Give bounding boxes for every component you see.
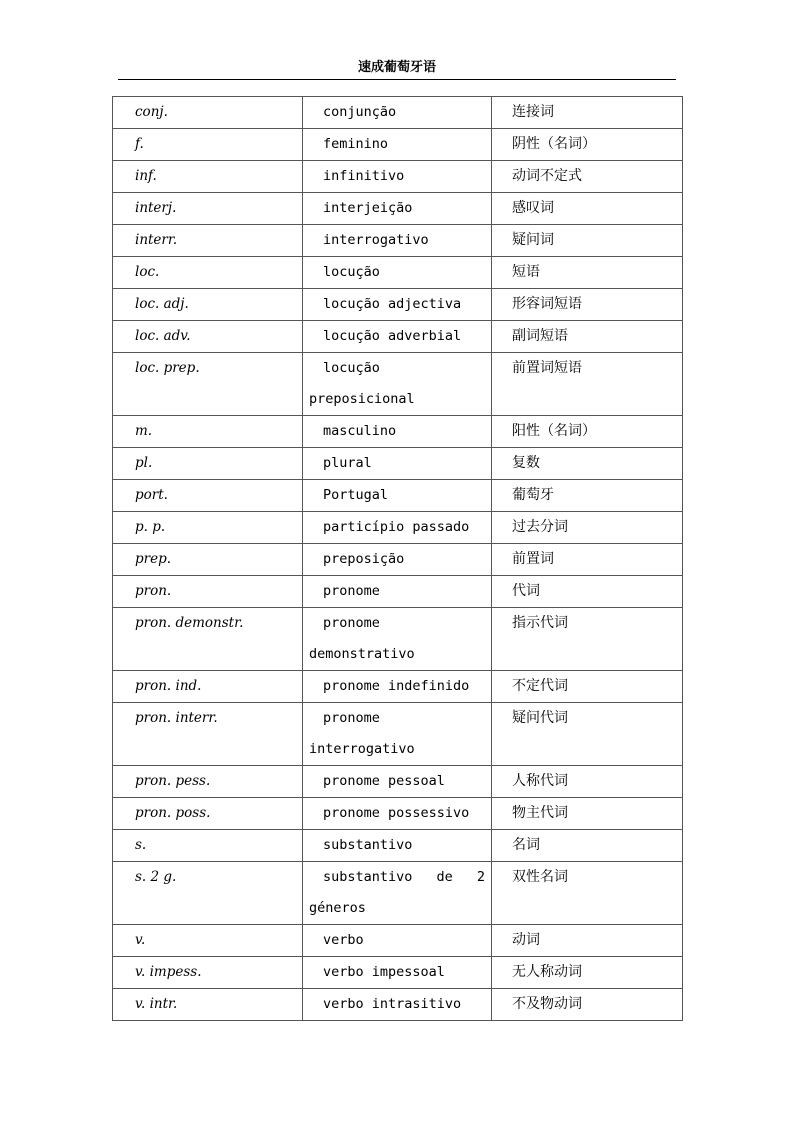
chinese-cell: 葡萄牙 xyxy=(492,480,683,512)
portuguese-term: interjeição xyxy=(323,200,413,216)
table-row xyxy=(113,766,683,798)
portuguese-term-line1: locução xyxy=(323,360,380,376)
table-row xyxy=(113,129,683,161)
chinese-cell: 双性名词 xyxy=(492,862,683,925)
chinese-cell: 不及物动词 xyxy=(492,989,683,1021)
portuguese-cell xyxy=(303,129,492,161)
portuguese-term: particípio passado xyxy=(323,519,470,535)
portuguese-cell xyxy=(303,830,492,862)
abbreviation-cell: inf. xyxy=(113,161,303,193)
abbreviation-cell: pl. xyxy=(113,448,303,480)
portuguese-cell xyxy=(303,289,492,321)
page-title: 速成葡萄牙语 xyxy=(357,60,436,75)
table-row xyxy=(113,480,683,512)
abbreviation-cell: pron. poss. xyxy=(113,798,303,830)
table-row xyxy=(113,798,683,830)
portuguese-term-line2: preposicional xyxy=(309,391,415,407)
portuguese-cell xyxy=(303,798,492,830)
portuguese-term: locução adjectiva xyxy=(323,296,462,312)
abbreviation-cell: pron. ind. xyxy=(113,671,303,703)
table-row xyxy=(113,989,683,1021)
portuguese-cell xyxy=(303,512,492,544)
abbreviation-cell: v. xyxy=(113,925,303,957)
abbreviation-cell: loc. xyxy=(113,257,303,289)
abbreviation-cell: pron. pess. xyxy=(113,766,303,798)
portuguese-cell xyxy=(303,766,492,798)
portuguese-cell xyxy=(303,544,492,576)
portuguese-term: locução adverbial xyxy=(323,328,462,344)
portuguese-cell xyxy=(303,862,492,925)
abbreviation-cell: v. impess. xyxy=(113,957,303,989)
portuguese-word: substantivo xyxy=(323,869,413,885)
portuguese-term-line1 xyxy=(303,862,491,893)
portuguese-term: pronome indefinido xyxy=(323,678,470,694)
portuguese-cell xyxy=(303,989,492,1021)
chinese-cell: 复数 xyxy=(492,448,683,480)
chinese-cell: 疑问词 xyxy=(492,225,683,257)
portuguese-cell xyxy=(303,321,492,353)
abbreviation-table xyxy=(112,96,683,1021)
portuguese-term: preposição xyxy=(323,551,405,567)
portuguese-cell xyxy=(303,957,492,989)
table-row xyxy=(113,353,683,416)
portuguese-cell xyxy=(303,925,492,957)
table-row xyxy=(113,608,683,671)
portuguese-term-line1: pronome xyxy=(323,615,380,631)
abbreviation-cell: interj. xyxy=(113,193,303,225)
portuguese-term: conjunção xyxy=(323,104,397,120)
abbreviation-cell: m. xyxy=(113,416,303,448)
portuguese-word: 2 xyxy=(476,869,485,885)
chinese-cell: 物主代词 xyxy=(492,798,683,830)
table-row xyxy=(113,289,683,321)
portuguese-term: infinitivo xyxy=(323,168,405,184)
chinese-cell: 无人称动词 xyxy=(492,957,683,989)
abbreviation-cell: p. p. xyxy=(113,512,303,544)
portuguese-cell xyxy=(303,193,492,225)
abbreviation-cell: loc. prep. xyxy=(113,353,303,416)
chinese-cell: 疑问代词 xyxy=(492,703,683,766)
abbreviation-cell: loc. adv. xyxy=(113,321,303,353)
portuguese-term: verbo impessoal xyxy=(323,964,445,980)
table-row xyxy=(113,862,683,925)
table-row xyxy=(113,321,683,353)
chinese-cell: 动词 xyxy=(492,925,683,957)
portuguese-cell xyxy=(303,576,492,608)
abbreviation-cell: loc. adj. xyxy=(113,289,303,321)
portuguese-term: substantivo xyxy=(323,837,413,853)
table-row xyxy=(113,576,683,608)
portuguese-term: plural xyxy=(323,455,372,471)
portuguese-cell xyxy=(303,480,492,512)
portuguese-term: pronome pessoal xyxy=(323,773,445,789)
table-row xyxy=(113,544,683,576)
portuguese-cell xyxy=(303,257,492,289)
portuguese-term: interrogativo xyxy=(323,232,429,248)
chinese-cell: 副词短语 xyxy=(492,321,683,353)
table-row xyxy=(113,925,683,957)
abbreviation-cell: pron. interr. xyxy=(113,703,303,766)
portuguese-cell xyxy=(303,671,492,703)
abbreviation-cell: prep. xyxy=(113,544,303,576)
portuguese-term: Portugal xyxy=(323,487,389,503)
chinese-cell: 人称代词 xyxy=(492,766,683,798)
chinese-cell: 动词不定式 xyxy=(492,161,683,193)
abbreviation-cell: s. 2 g. xyxy=(113,862,303,925)
portuguese-term-line2: interrogativo xyxy=(309,741,415,757)
portuguese-term-line1: pronome xyxy=(323,710,380,726)
chinese-cell: 前置词短语 xyxy=(492,353,683,416)
abbreviation-cell: pron. xyxy=(113,576,303,608)
table-row xyxy=(113,416,683,448)
portuguese-term: locução xyxy=(323,264,380,280)
chinese-cell: 过去分词 xyxy=(492,512,683,544)
portuguese-cell xyxy=(303,416,492,448)
portuguese-cell xyxy=(303,161,492,193)
table-row xyxy=(113,703,683,766)
chinese-cell: 阳性（名词） xyxy=(492,416,683,448)
table-row xyxy=(113,512,683,544)
portuguese-term: verbo xyxy=(323,932,364,948)
portuguese-term-line2: demonstrativo xyxy=(309,646,415,662)
abbreviation-cell: v. intr. xyxy=(113,989,303,1021)
portuguese-cell xyxy=(303,608,492,671)
table-row xyxy=(113,671,683,703)
chinese-cell: 阴性（名词） xyxy=(492,129,683,161)
table-row xyxy=(113,257,683,289)
chinese-cell: 短语 xyxy=(492,257,683,289)
portuguese-cell xyxy=(303,448,492,480)
chinese-cell: 前置词 xyxy=(492,544,683,576)
chinese-cell: 连接词 xyxy=(492,97,683,129)
portuguese-cell xyxy=(303,353,492,416)
abbreviation-cell: pron. demonstr. xyxy=(113,608,303,671)
table-row xyxy=(113,957,683,989)
page-header xyxy=(118,56,676,80)
table-row xyxy=(113,225,683,257)
portuguese-term: masculino xyxy=(323,423,397,439)
abbreviation-cell: conj. xyxy=(113,97,303,129)
table-row xyxy=(113,161,683,193)
portuguese-term: pronome xyxy=(323,583,380,599)
table-row xyxy=(113,97,683,129)
portuguese-cell xyxy=(303,225,492,257)
chinese-cell: 不定代词 xyxy=(492,671,683,703)
portuguese-cell xyxy=(303,97,492,129)
abbreviation-cell: port. xyxy=(113,480,303,512)
chinese-cell: 代词 xyxy=(492,576,683,608)
abbreviation-cell: interr. xyxy=(113,225,303,257)
table-row xyxy=(113,448,683,480)
portuguese-cell xyxy=(303,703,492,766)
chinese-cell: 感叹词 xyxy=(492,193,683,225)
chinese-cell: 形容词短语 xyxy=(492,289,683,321)
chinese-cell: 指示代词 xyxy=(492,608,683,671)
chinese-cell: 名词 xyxy=(492,830,683,862)
portuguese-word: de xyxy=(436,869,453,885)
table-row xyxy=(113,193,683,225)
portuguese-term: verbo intrasitivo xyxy=(323,996,462,1012)
portuguese-term: pronome possessivo xyxy=(323,805,470,821)
portuguese-term-line2: géneros xyxy=(309,900,366,916)
portuguese-term: feminino xyxy=(323,136,389,152)
abbreviation-cell: s. xyxy=(113,830,303,862)
table-row xyxy=(113,830,683,862)
abbreviation-cell: f. xyxy=(113,129,303,161)
